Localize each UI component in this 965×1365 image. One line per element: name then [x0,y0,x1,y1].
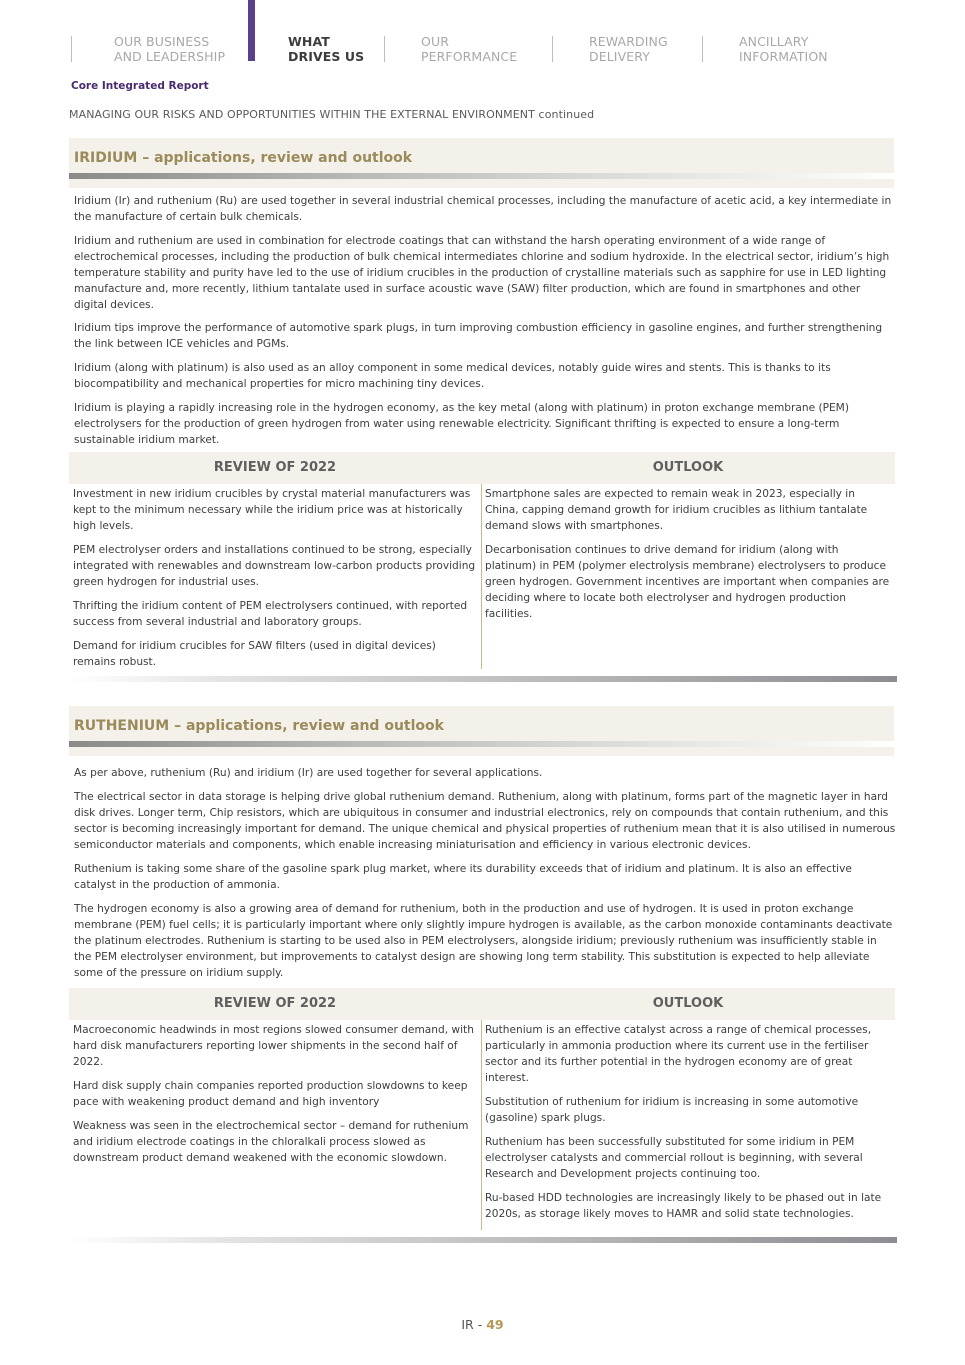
nav-item-rewarding-delivery[interactable] [589,34,668,64]
nav-active-indicator [248,0,255,61]
iridium-title: IRIDIUM – applications, review and outlook [74,150,413,166]
outlook-item: Ruthenium has been successfully substituted for some iridium in PEM electrolyser catalysts and commercial rollout is beginning, with several Research and Development projects continuing too. [485,1136,863,1180]
nav-label: ANCILLARY [739,34,809,49]
iridium-paragraph: Iridium (along with platinum) is also used as an alloy component in some medical devices, notably guide wires and stents. This is thanks to its biocompatibility and mechanical properties for micro machining tiny devices. [74,362,831,390]
outlook-item: Ruthenium is an effective catalyst across a range of chemical processes, particularly in ammonia production where its current use in the fertiliser sector and its further potential in the hydrogen economy are of great interest. [485,1024,872,1084]
outlook-column [485,486,891,630]
iridium-paragraph: Iridium is playing a rapidly increasing role in the hydrogen economy, as the key metal (along with platinum) in proton exchange membrane (PEM) electrolysers for the production of green hydrogen from water using renewable electricity. Significant thrifting is expected to ensure a long-term sustainable iridium market. [74,402,849,446]
nav-label: PERFORMANCE [421,49,518,64]
nav-label: DRIVES US [288,49,365,64]
review-item: Macroeconomic headwinds in most regions slowed consumer demand, with hard disk manufacturers reporting lower shipments in the second half of 2022. [73,1024,474,1068]
review-column [73,486,477,678]
nav-item-our-performance[interactable] [421,34,517,64]
nav-label: OUR [421,34,449,49]
column-divider [481,1020,482,1230]
page-number: 49 [486,1317,504,1332]
review-item: Hard disk supply chain companies reported production slowdowns to keep pace with weakening product demand and high inventory [73,1080,468,1108]
review-heading: REVIEW OF 2022 [69,988,481,1020]
header-rule [69,741,894,747]
nav-separator [552,36,553,62]
section-subtitle: MANAGING OUR RISKS AND OPPORTUNITIES WITHIN THE EXTERNAL ENVIRONMENT continued [69,108,595,121]
ruthenium-paragraph: The electrical sector in data storage is helping drive global ruthenium demand. Ruthenium, along with platinum, forms part of the magnetic layer in hard disk drives. Longer term, Chip resistors, which are ubiquitous in consumer and industrial electronics, rely on compounds that contain ruthenium, and this sector is becoming increasingly important for demand. The unique chemical and physical properties of ruthenium mean that it is also utilised in numerous semiconductor materials and components, which enable increasing miniaturisation and efficiency in various electronic devices. [74,791,896,851]
nav-label: REWARDING [589,34,668,49]
nav-item-our-business[interactable] [114,34,225,64]
iridium-paragraph: Iridium (Ir) and ruthenium (Ru) are used together in several industrial chemical processes, including the manufacture of acetic acid, a key intermediate in the manufacture of certain bulk chemicals. [74,195,892,223]
outlook-heading: OUTLOOK [481,988,895,1020]
nav-separator [71,36,72,62]
nav-item-ancillary-information[interactable] [739,34,828,64]
nav-label: WHAT [288,34,330,49]
iridium-review-outlook-table [69,452,895,688]
outlook-item: Substitution of ruthenium for iridium is increasing in some automotive (gasoline) spark plugs. [485,1096,859,1124]
outlook-column [485,1022,893,1230]
nav-label: OUR BUSINESS [114,34,210,49]
header-rule [69,173,894,179]
ruthenium-paragraph: Ruthenium is taking some share of the gasoline spark plug market, where its durability exceeds that of iridium and platinum. It is also an effective catalyst in the production of ammonia. [74,863,852,891]
nav-label: DELIVERY [589,49,650,64]
review-item: Thrifting the iridium content of PEM electrolysers continued, with reported success from several industrial and laboratory groups. [73,600,468,628]
review-item: PEM electrolyser orders and installations continued to be strong, especially integrated with renewables and downstream low-carbon products providing green hydrogen for industrial uses. [73,544,476,588]
review-item: Weakness was seen in the electrochemical sector – demand for ruthenium and iridium electrode coatings in the chloralkali process slowed as downstream product demand weakened with the economic slowdown. [73,1120,469,1164]
ruthenium-review-outlook-table [69,988,895,1244]
outlook-heading: OUTLOOK [481,452,895,484]
review-item: Demand for iridium crucibles for SAW filters (used in digital devices) remains robust. [73,640,436,668]
review-column [73,1022,479,1174]
column-divider [481,484,482,669]
outlook-item: Decarbonisation continues to drive demand for iridium (along with platinum) in PEM (polymer electrolysis membrane) electrolysers to produce green hydrogen. Government incentives are important when companies are deciding where to locate both electrolyser and hydrogen production facilities. [485,544,890,620]
footer-prefix: IR - [461,1317,487,1332]
ruthenium-paragraph: The hydrogen economy is also a growing area of demand for ruthenium, both in the production and use of hydrogen. It is used in proton exchange membrane (PEM) fuel cells; it is particularly important where only slightly impure hydrogen is available, as the carbon monoxide contaminants deactivate the platinum electrodes. Ruthenium is starting to be used also in PEM electrolysers, alongside iridium; previously ruthenium was insufficiently stable in the PEM electrolyser environment, but improvements to catalyst design are showing long term stability. This substitution is expected to help alleviate some of the pressure on iridium supply. [74,903,893,979]
nav-item-what-drives-us[interactable] [288,34,364,64]
review-item: Investment in new iridium crucibles by crystal material manufacturers was kept to the minimum necessary while the iridium price was at historically high levels. [73,488,471,532]
iridium-paragraph: Iridium and ruthenium are used in combination for electrode coatings that can withstand the harsh operating environment of a wide range of electrochemical processes, including the production of bulk chemical intermediates chlorine and sodium hydroxide. In the electrical sector, iridium’s high temperature stability and purity have led to the use of iridium crucibles in the production of crystalline materials such as sapphire for use in LED lighting manufacture and, more recently, lithium tantalate used in surface acoustic wave (SAW) filter production, which are found in smartphones and other digital devices. [74,235,890,311]
top-navigation [0,0,965,70]
outlook-item: Ru-based HDD technologies are increasingly likely to be phased out in late 2020s, as storage likely moves to HAMR and solid state technologies. [485,1192,882,1220]
ruthenium-paragraph: As per above, ruthenium (Ru) and iridium (Ir) are used together for several applications. [74,767,543,779]
review-heading: REVIEW OF 2022 [69,452,481,484]
iridium-paragraph: Iridium tips improve the performance of automotive spark plugs, in turn improving combustion efficiency in gasoline engines, and further strengthening the link between ICE vehicles and PGMs. [74,322,883,350]
ruthenium-title: RUTHENIUM – applications, review and outlook [74,718,444,734]
nav-separator [384,36,385,62]
iridium-section-header [69,138,894,188]
outlook-item: Smartphone sales are expected to remain weak in 2023, especially in China, capping demand growth for iridium crucibles as lithium tantalate demand slows with smartphones. [485,488,868,532]
report-label: Core Integrated Report [71,80,209,92]
table-bottom-rule [69,676,897,682]
nav-separator [702,36,703,62]
table-bottom-rule [69,1237,897,1243]
nav-label: INFORMATION [739,49,828,64]
nav-label: AND LEADERSHIP [114,49,226,64]
page-footer [0,1317,965,1332]
ruthenium-section-header [69,706,894,756]
